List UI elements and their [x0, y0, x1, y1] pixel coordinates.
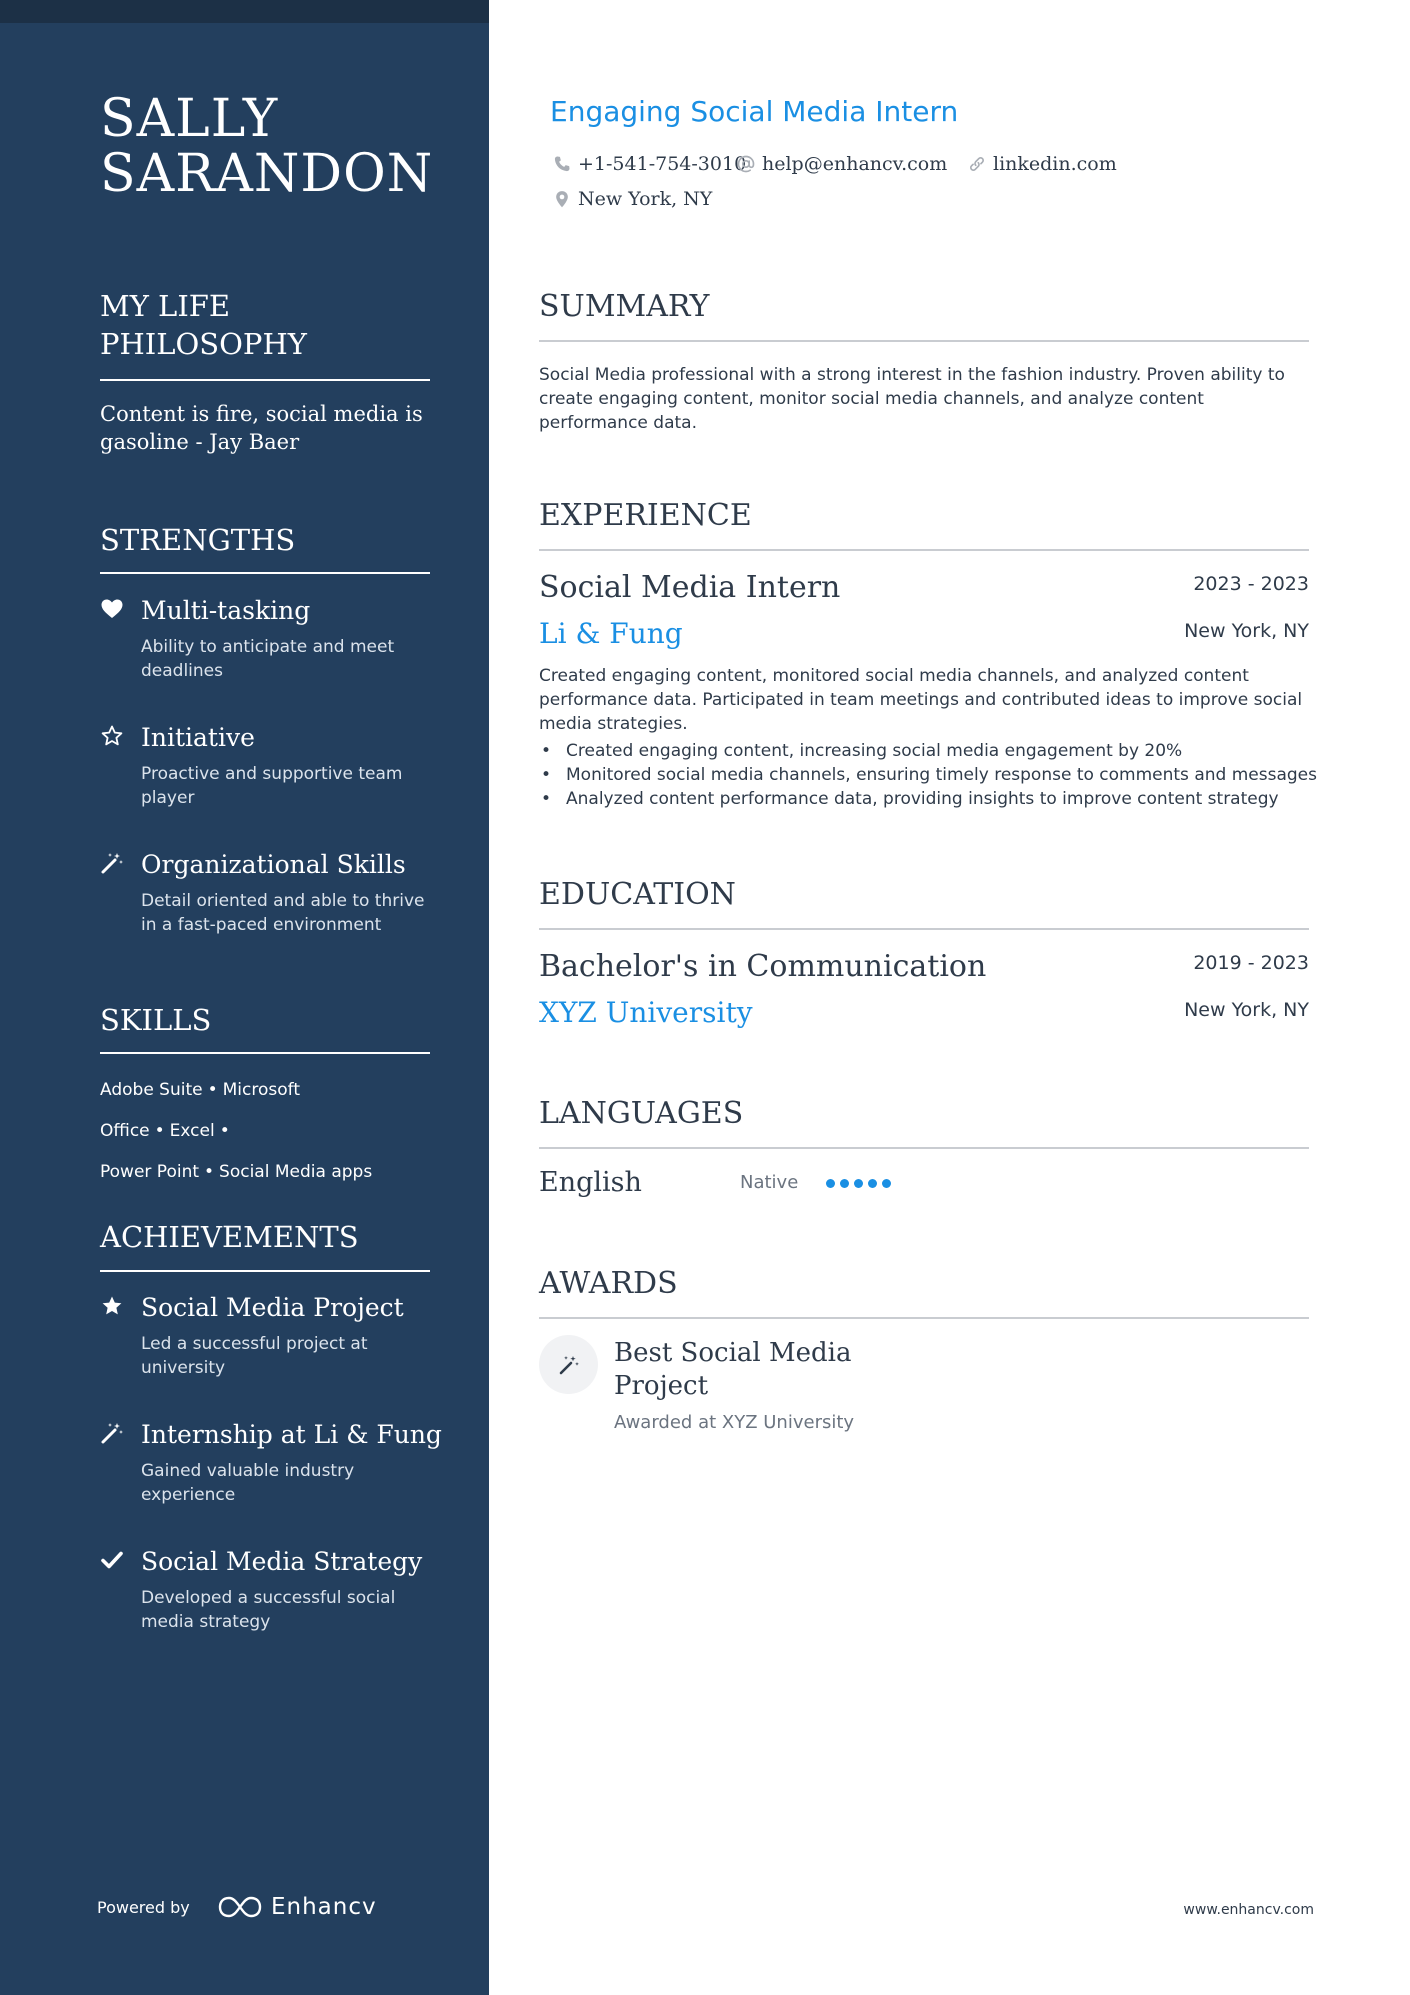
skill-item: Microsoft Office [100, 1080, 300, 1141]
philosophy-divider [100, 379, 430, 381]
award-badge [539, 1335, 598, 1394]
skill-item: Social Media apps [219, 1162, 373, 1182]
experience-divider [539, 549, 1309, 551]
achievement-title: Social Media Strategy [141, 1547, 423, 1576]
strength-title: Initiative [141, 723, 255, 752]
phone-text: +1-541-754-3010 [578, 153, 747, 175]
heart-icon [100, 597, 124, 621]
last-name: SARANDON [100, 144, 434, 204]
skills-divider [100, 1052, 430, 1054]
education-school[interactable]: XYZ University [539, 996, 753, 1029]
language-name: English [539, 1167, 642, 1198]
achievement-description: Gained valuable industry experience [141, 1461, 355, 1505]
experience-dates: 2023 - 2023 [1193, 573, 1309, 595]
powered-by-label: Powered by [97, 1898, 190, 1917]
skills-list [100, 1070, 435, 1193]
sidebar-top-bar [0, 0, 489, 23]
skill-separator: • [219, 1121, 230, 1141]
summary-text: Social Media professional with a strong interest in the fashion industry. Proven ability to create engaging content, monitor social media channels, and analyze content performance data. [539, 365, 1285, 433]
achievement-description: Led a successful project at university [141, 1334, 368, 1378]
enhancv-logo[interactable] [217, 1890, 377, 1924]
education-degree: Bachelor's in Communication [539, 949, 987, 984]
philosophy-heading-line1: MY LIFE [100, 289, 231, 323]
philosophy-heading [100, 287, 430, 363]
language-rating-dot [826, 1179, 835, 1188]
magic-wand-icon [100, 1421, 124, 1445]
language-level: Native [740, 1172, 799, 1193]
language-rating-dot [840, 1179, 849, 1188]
contact-email[interactable] [736, 151, 947, 177]
achievement-description: Developed a successful social media strategy [141, 1588, 396, 1632]
language-rating-dot [868, 1179, 877, 1188]
experience-heading: EXPERIENCE [539, 498, 752, 533]
magic-wand-icon [100, 851, 124, 875]
experience-company[interactable]: Li & Fung [539, 617, 683, 650]
enhancv-logo-text: Enhancv [271, 1894, 377, 1920]
experience-bullet: • Analyzed content performance data, providing insights to improve content strategy [539, 787, 1329, 811]
education-heading: EDUCATION [539, 877, 736, 912]
philosophy-heading-line2: PHILOSOPHY [100, 327, 307, 361]
sidebar [0, 0, 489, 1995]
strength-title: Multi-tasking [141, 596, 311, 625]
link-icon [967, 154, 987, 174]
skill-separator: • [154, 1121, 165, 1141]
strengths-divider [100, 572, 430, 574]
contact-website[interactable] [967, 151, 1117, 177]
strengths-heading: STRENGTHS [100, 523, 296, 557]
footer-url[interactable]: www.enhancv.com [1183, 1902, 1314, 1918]
experience-location: New York, NY [1184, 620, 1309, 642]
education-location: New York, NY [1184, 999, 1309, 1021]
skill-item: Power Point [100, 1162, 200, 1182]
languages-divider [539, 1147, 1309, 1149]
magic-wand-icon [557, 1353, 581, 1377]
skill-separator: • [207, 1080, 218, 1100]
summary-heading: SUMMARY [539, 289, 710, 324]
award-title: Best Social Media Project [614, 1338, 852, 1401]
skill-item: Excel [169, 1121, 215, 1141]
achievement-title: Internship at Li & Fung [141, 1420, 442, 1449]
language-rating [826, 1179, 896, 1188]
phone-icon [552, 154, 572, 174]
skill-item: Adobe Suite [100, 1080, 203, 1100]
candidate-name [100, 89, 480, 204]
contact-location [552, 186, 712, 212]
education-divider [539, 928, 1309, 930]
strength-description: Ability to anticipate and meet deadlines [141, 637, 395, 681]
website-text: linkedin.com [993, 153, 1117, 175]
achievements-divider [100, 1270, 430, 1272]
experience-role: Social Media Intern [539, 570, 841, 605]
strength-title: Organizational Skills [141, 850, 406, 879]
checkmark-icon [100, 1548, 124, 1572]
awards-divider [539, 1317, 1309, 1319]
headline: Engaging Social Media Intern [550, 95, 959, 128]
education-dates: 2019 - 2023 [1193, 952, 1309, 974]
skill-separator: • [204, 1162, 215, 1182]
location-pin-icon [552, 189, 572, 209]
philosophy-quote: Content is fire, social media is gasoline - Jay Baer [100, 402, 423, 454]
at-sign-icon [736, 154, 756, 174]
email-text: help@enhancv.com [762, 153, 948, 175]
first-name: SALLY [100, 89, 279, 149]
languages-heading: LANGUAGES [539, 1096, 744, 1131]
star-outline-icon [100, 724, 124, 748]
star-icon [100, 1294, 124, 1318]
location-text: New York, NY [578, 188, 713, 210]
experience-bullet: • Created engaging content, increasing social media engagement by 20% [539, 739, 1329, 763]
experience-bullet: • Monitored social media channels, ensuring timely response to comments and messages [539, 763, 1329, 787]
award-description: Awarded at XYZ University [614, 1412, 855, 1433]
skills-heading: SKILLS [100, 1003, 212, 1037]
achievements-heading: ACHIEVEMENTS [100, 1220, 359, 1254]
contact-phone[interactable] [552, 151, 746, 177]
summary-divider [539, 340, 1309, 342]
awards-heading: AWARDS [539, 1266, 678, 1301]
language-rating-dot [882, 1179, 891, 1188]
strength-description: Proactive and supportive team player [141, 764, 403, 808]
experience-description: Created engaging content, monitored social media channels, and analyzed content performance data. Participated in team meetings and contributed ideas to improve social media strategies. [539, 666, 1303, 734]
achievement-title: Social Media Project [141, 1293, 404, 1322]
experience-bullets [539, 739, 1329, 811]
language-rating-dot [854, 1179, 863, 1188]
strength-description: Detail oriented and able to thrive in a fast-paced environment [141, 891, 425, 935]
enhancv-logo-mark-icon [217, 1894, 263, 1920]
